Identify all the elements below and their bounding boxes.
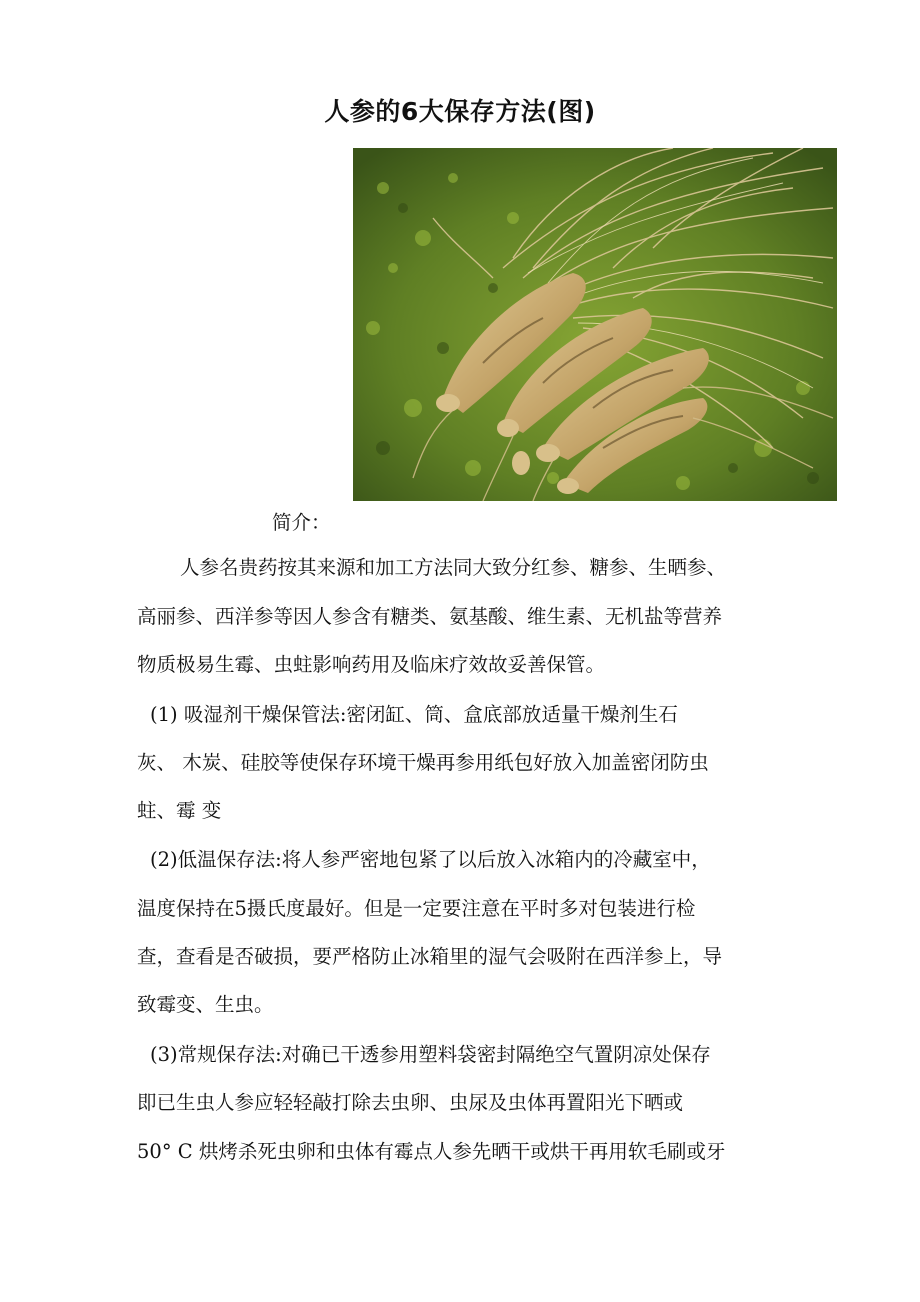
- intro-heading: 简介：: [272, 511, 331, 534]
- ginseng-photo: [353, 148, 837, 501]
- method-1-line-1: (1) 吸湿剂干燥保管法:密闭缸、筒、盒底部放适量干燥剂生石: [150, 703, 678, 726]
- ginseng-illustration: [353, 148, 837, 501]
- method-3-line-1: (3)常规保存法:对确已干透参用塑料袋密封隔绝空气置阴凉处保存: [150, 1043, 711, 1066]
- method-2-line-3: 查，查看是否破损，要严格防止冰箱里的湿气会吸附在西洋参上，导: [137, 945, 723, 968]
- method-1-line-2: 灰、 木炭、硅胶等使保存环境干燥再参用纸包好放入加盖密闭防虫: [137, 751, 709, 774]
- intro-line-3: 物质极易生霉、虫蛀影响药用及临床疗效故妥善保管。: [137, 653, 606, 676]
- intro-line-2: 高丽参、西洋参等因人参含有糖类、氨基酸、维生素、无机盐等营养: [137, 605, 723, 628]
- method-3-line-3: 50° C 烘烤杀死虫卵和虫体有霉点人参先晒干或烘干再用软毛刷或牙: [137, 1140, 726, 1163]
- method-2-line-1: (2)低温保存法:将人参严密地包紧了以后放入冰箱内的冷藏室中，: [150, 848, 711, 871]
- method-3-line-2: 即已生虫人参应轻轻敲打除去虫卵、虫尿及虫体再置阳光下晒或: [137, 1091, 684, 1114]
- method-2-line-2: 温度保持在5摄氏度最好。但是一定要注意在平时多对包装进行检: [137, 897, 696, 920]
- intro-line-1: 人参名贵药按其来源和加工方法同大致分红参、糖参、生晒参、: [180, 556, 727, 579]
- method-2-line-4: 致霉变、生虫。: [137, 993, 274, 1016]
- method-1-line-3: 蛀、霉 变: [137, 799, 222, 822]
- page-title: 人参的6大保存方法(图): [324, 97, 596, 126]
